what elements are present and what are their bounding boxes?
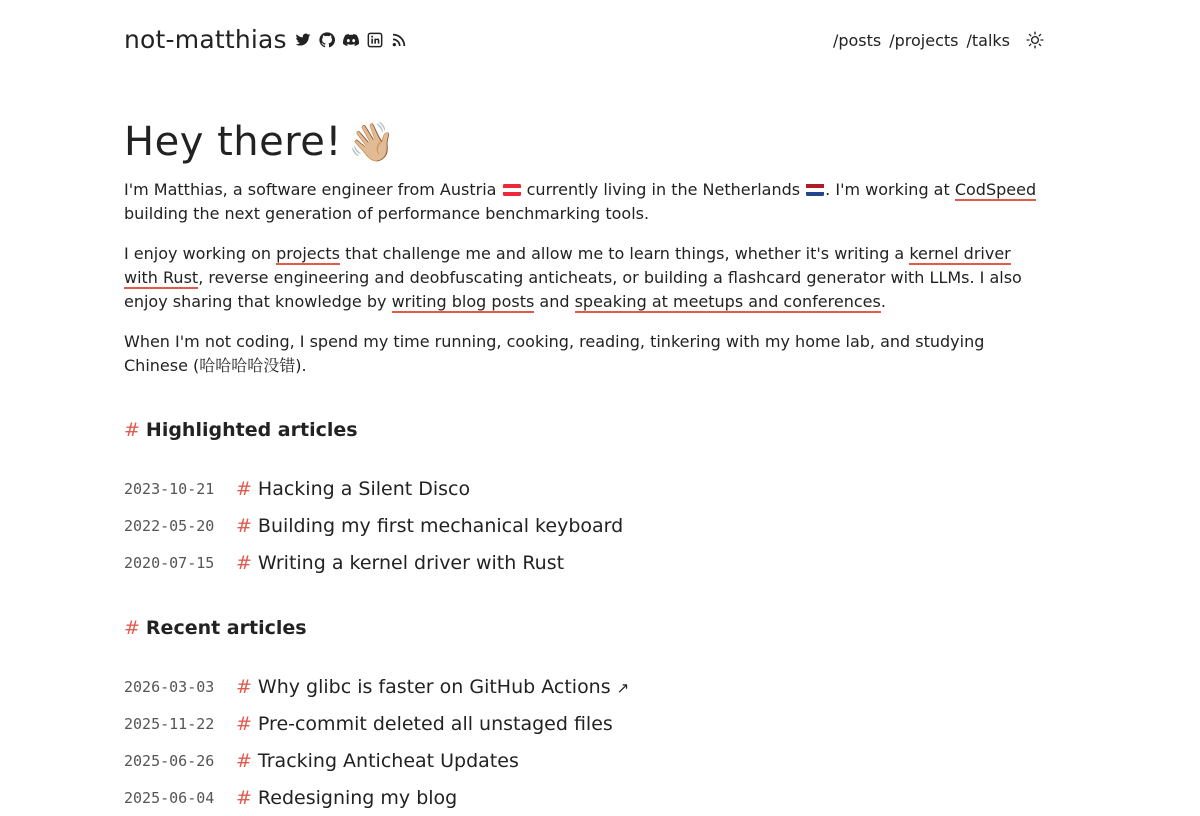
austria-flag-icon — [503, 184, 521, 196]
intro-paragraph-1 — [124, 178, 1044, 226]
list-item — [124, 507, 1044, 544]
list-item — [124, 779, 1044, 816]
post-title: Pre-commit deleted all unstaged files — [257, 712, 613, 735]
main-nav — [825, 22, 1044, 58]
post-link[interactable]: # Tracking Anticheat Updates — [236, 749, 519, 772]
intro-text: currently living in the Netherlands — [521, 180, 806, 199]
post-date: 2022-05-20 — [124, 516, 215, 535]
recent-list — [124, 668, 1044, 816]
post-link[interactable]: # Hacking a Silent Disco — [236, 477, 471, 500]
page-title — [124, 112, 396, 172]
highlighted-heading-text: Highlighted articles — [145, 419, 358, 441]
social-links — [295, 32, 407, 48]
intro-text: I enjoy working on — [124, 244, 277, 263]
intro-text: . — [880, 292, 886, 311]
list-item — [124, 668, 1044, 705]
list-item — [124, 544, 1044, 581]
highlighted-list — [124, 470, 1044, 581]
post-link[interactable]: # Writing a kernel driver with Rust — [236, 551, 565, 574]
twitter-icon[interactable] — [295, 32, 311, 48]
projects-link[interactable]: projects — [276, 244, 341, 263]
post-date: 2025-11-22 — [124, 714, 215, 733]
post-link[interactable]: # Redesigning my blog — [236, 786, 458, 809]
post-title: Building my first mechanical keyboard — [257, 514, 624, 537]
codspeed-link[interactable]: CodSpeed — [954, 180, 1037, 199]
page-title-text: Hey there! — [124, 119, 342, 165]
post-title: Hacking a Silent Disco — [257, 477, 471, 500]
kernel-driver-link[interactable]: kernel driver with Rust — [124, 244, 1011, 287]
intro-text: , reverse engineering and deobfuscating anticheats, or building a flashcard generator with LLMs. I also enjoy sharing that knowledge by — [124, 268, 1022, 311]
sun-icon[interactable] — [1026, 31, 1044, 49]
talks-link[interactable]: speaking at meetups and conferences — [574, 292, 881, 311]
post-link[interactable]: # Building my first mechanical keyboard — [236, 514, 624, 537]
intro-paragraph-2 — [124, 242, 1044, 314]
intro-text: that challenge me and allow me to learn things, whether it's writing a — [340, 244, 910, 263]
post-title: Tracking Anticheat Updates — [257, 749, 519, 772]
post-date: 2025-06-04 — [124, 788, 215, 807]
intro-text: I'm Matthias, a software engineer from Austria — [124, 180, 502, 199]
github-icon[interactable] — [319, 32, 335, 48]
post-title: Redesigning my blog — [257, 786, 458, 809]
external-link-icon: ↗ — [616, 678, 630, 697]
highlighted-heading — [124, 416, 358, 444]
rss-icon[interactable] — [391, 32, 407, 48]
nav-projects[interactable]: /projects — [889, 30, 959, 50]
post-date: 2023-10-21 — [124, 479, 215, 498]
post-date: 2026-03-03 — [124, 677, 215, 696]
linkedin-icon[interactable] — [367, 32, 383, 48]
intro-text: building the next generation of performance benchmarking tools. — [124, 204, 650, 223]
site-header — [124, 22, 1044, 58]
recent-heading-text: Recent articles — [145, 617, 307, 639]
list-item — [124, 705, 1044, 742]
discord-icon[interactable] — [343, 32, 359, 48]
waving-hand-emoji: 👋🏼 — [347, 120, 396, 164]
list-item — [124, 470, 1044, 507]
netherlands-flag-icon — [806, 184, 824, 196]
post-title: Why glibc is faster on GitHub Actions — [257, 675, 611, 698]
list-item — [124, 742, 1044, 779]
intro-paragraph-3: When I'm not coding, I spend my time running, cooking, reading, tinkering with my home lab, and studying Chinese (哈哈哈哈没错). — [124, 332, 985, 375]
anchor-hash[interactable]: # — [124, 419, 140, 441]
intro-text: . I'm working at — [825, 180, 955, 199]
anchor-hash[interactable]: # — [124, 617, 140, 639]
nav-posts[interactable]: /posts — [832, 30, 882, 50]
blog-posts-link[interactable]: writing blog posts — [391, 292, 535, 311]
post-date: 2025-06-26 — [124, 751, 215, 770]
post-date: 2020-07-15 — [124, 553, 215, 572]
intro-text: and — [534, 292, 575, 311]
post-title: Writing a kernel driver with Rust — [257, 551, 565, 574]
post-link[interactable]: # Pre-commit deleted all unstaged files — [236, 712, 613, 735]
site-title[interactable]: not-matthias — [124, 25, 287, 54]
nav-talks[interactable]: /talks — [966, 30, 1010, 50]
recent-heading — [124, 614, 307, 642]
post-link[interactable]: # Why glibc is faster on GitHub Actions ↗ — [236, 675, 630, 698]
